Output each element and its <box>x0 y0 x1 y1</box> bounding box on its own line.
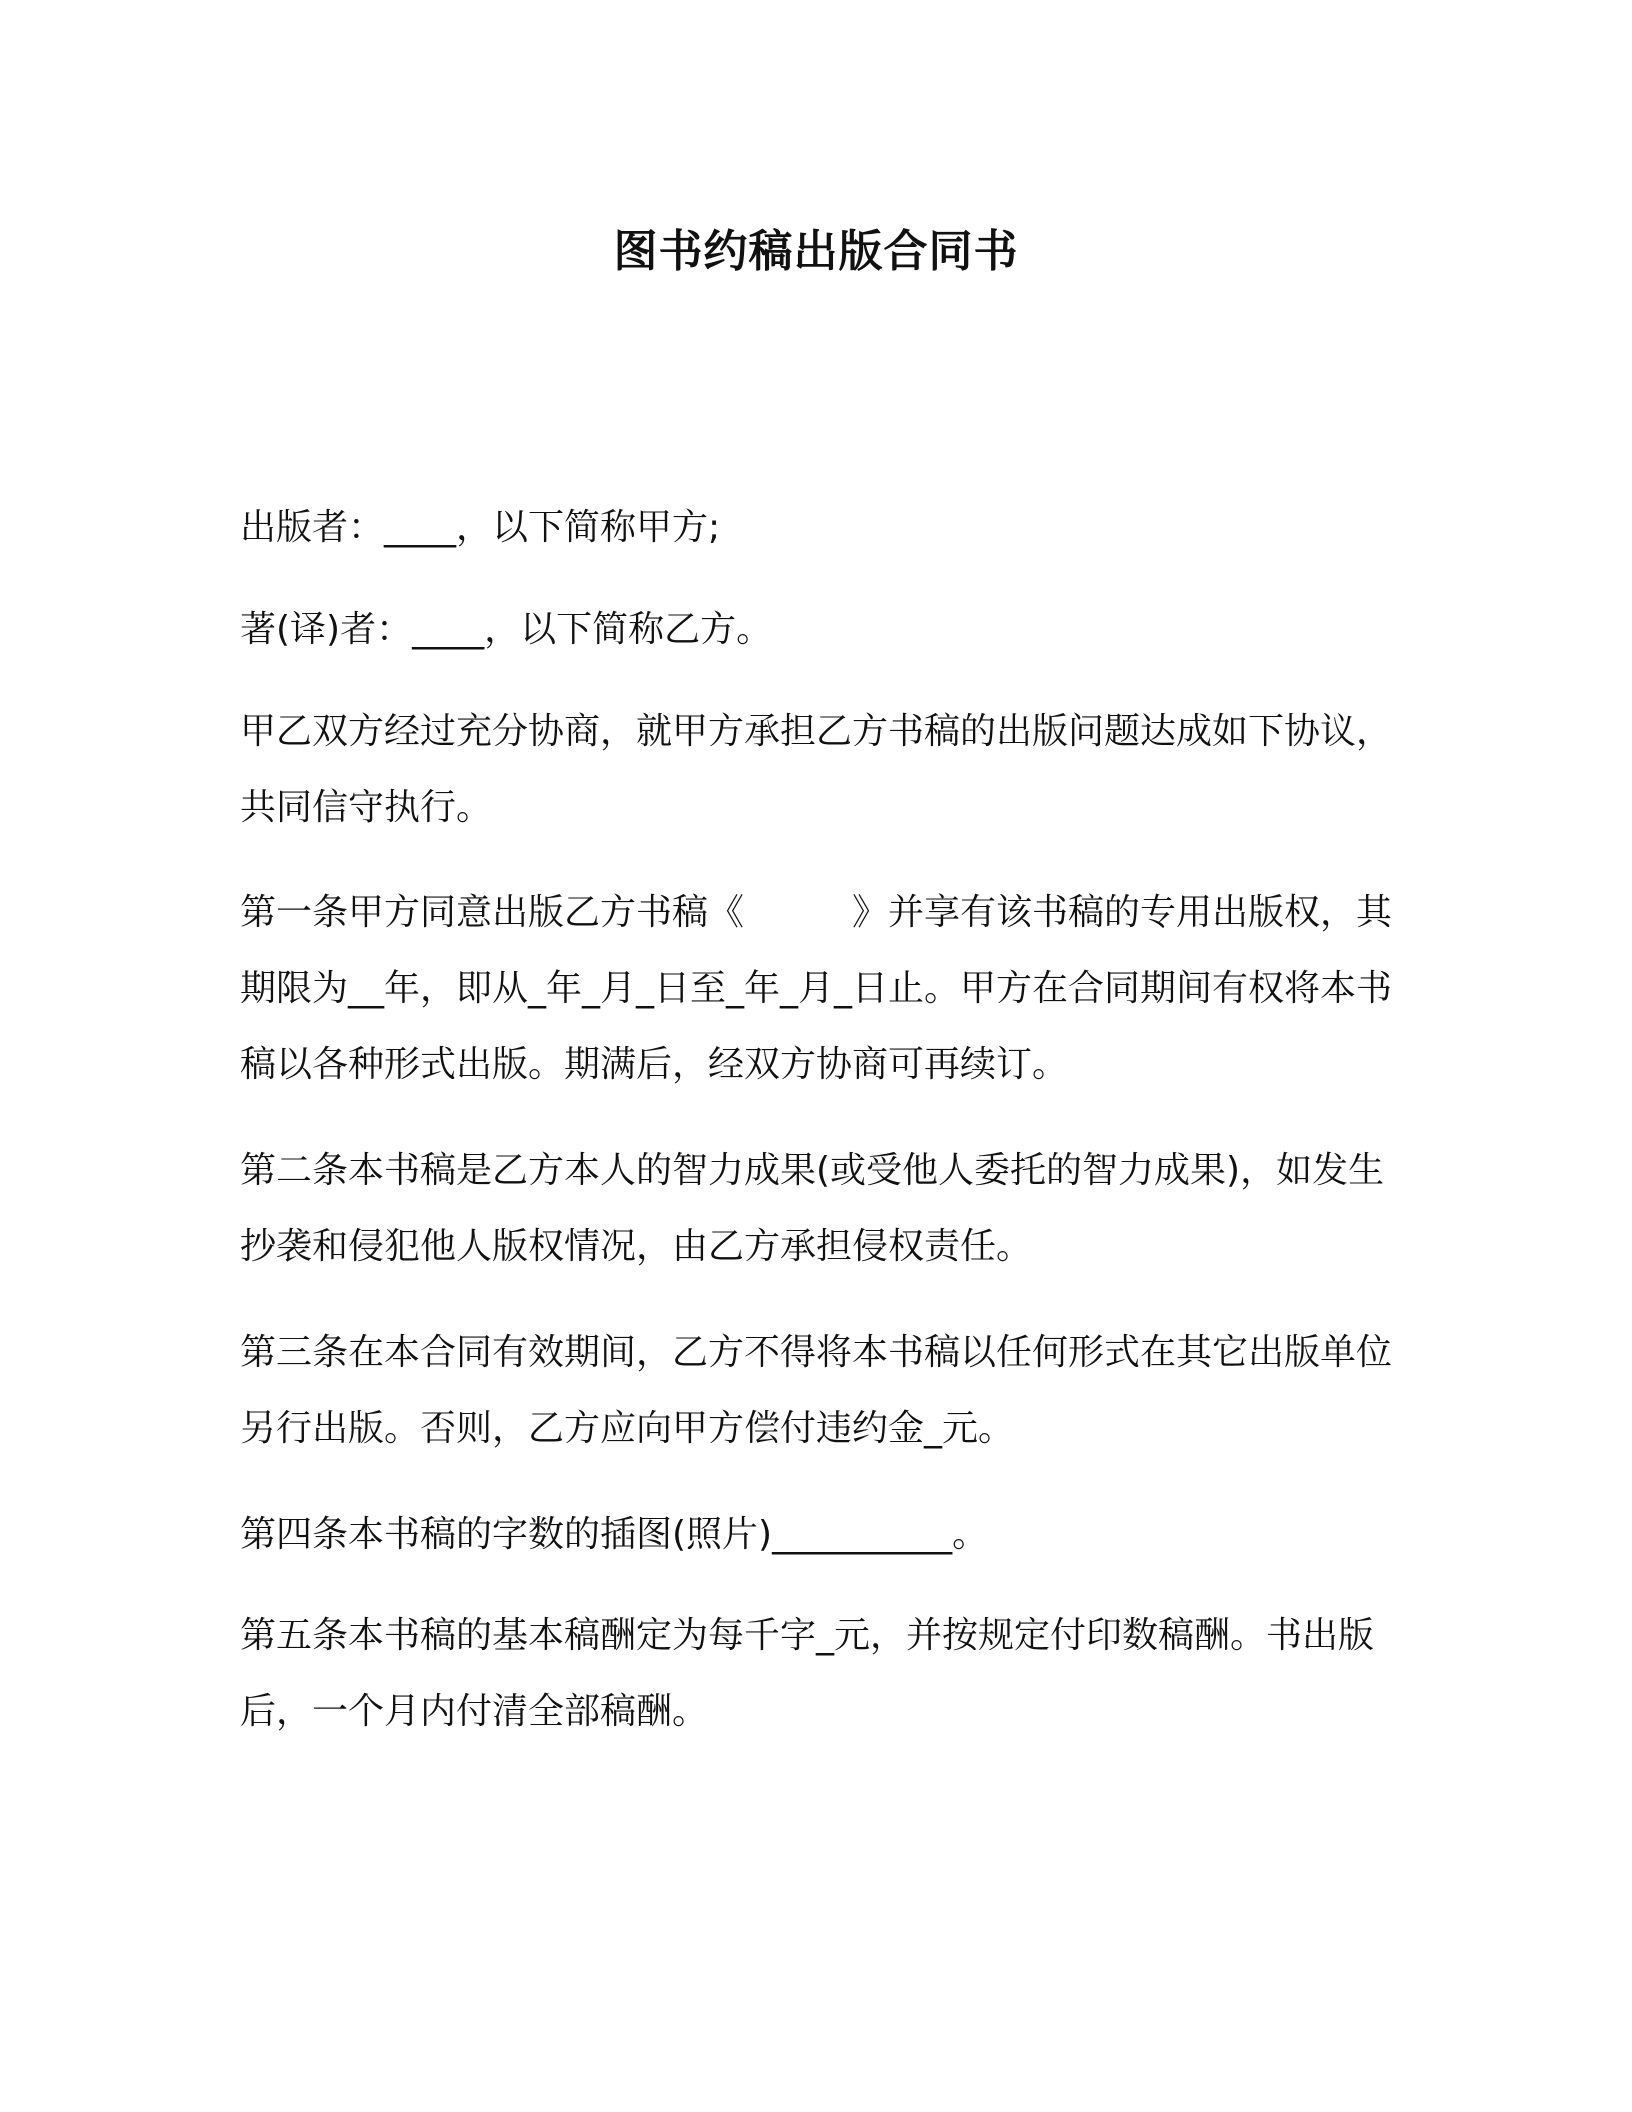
intro-paragraph: 甲乙双方经过充分协商，就甲方承担乙方书稿的出版问题达成如下协议，共同信守执行。 <box>240 711 1393 828</box>
document-title: 图书约稿出版合同书 <box>613 226 1019 277</box>
article-2: 第二条本书稿是乙方本人的智力成果(或受他人委托的智力成果)，如发生抄袭和侵犯他人版权情况，由乙方承担侵权责任。 <box>240 1150 1385 1267</box>
publisher-line: 出版者：____，以下简称甲方; <box>240 507 721 548</box>
article-3: 第三条在本合同有效期间，乙方不得将本书稿以任何形式在其它出版单位另行出版。否则，乙方应向甲方偿付违约金_元。 <box>240 1332 1393 1449</box>
article-4: 第四条本书稿的字数的插图(照片)__________。 <box>240 1514 989 1555</box>
author-line: 著(译)者：____，以下简称乙方。 <box>240 609 773 650</box>
article-5: 第五条本书稿的基本稿酬定为每千字_元，并按规定付印数稿酬。书出版后，一个月内付清全部稿酬。 <box>240 1615 1375 1732</box>
article-1: 第一条甲方同意出版乙方书稿《 》并享有该书稿的专用出版权，其期限为__年，即从_年_月_日至_年_月_日止。甲方在合同期间有权将本书稿以各种形式出版。期满后，经双方协商可再续订。 <box>240 892 1393 1085</box>
